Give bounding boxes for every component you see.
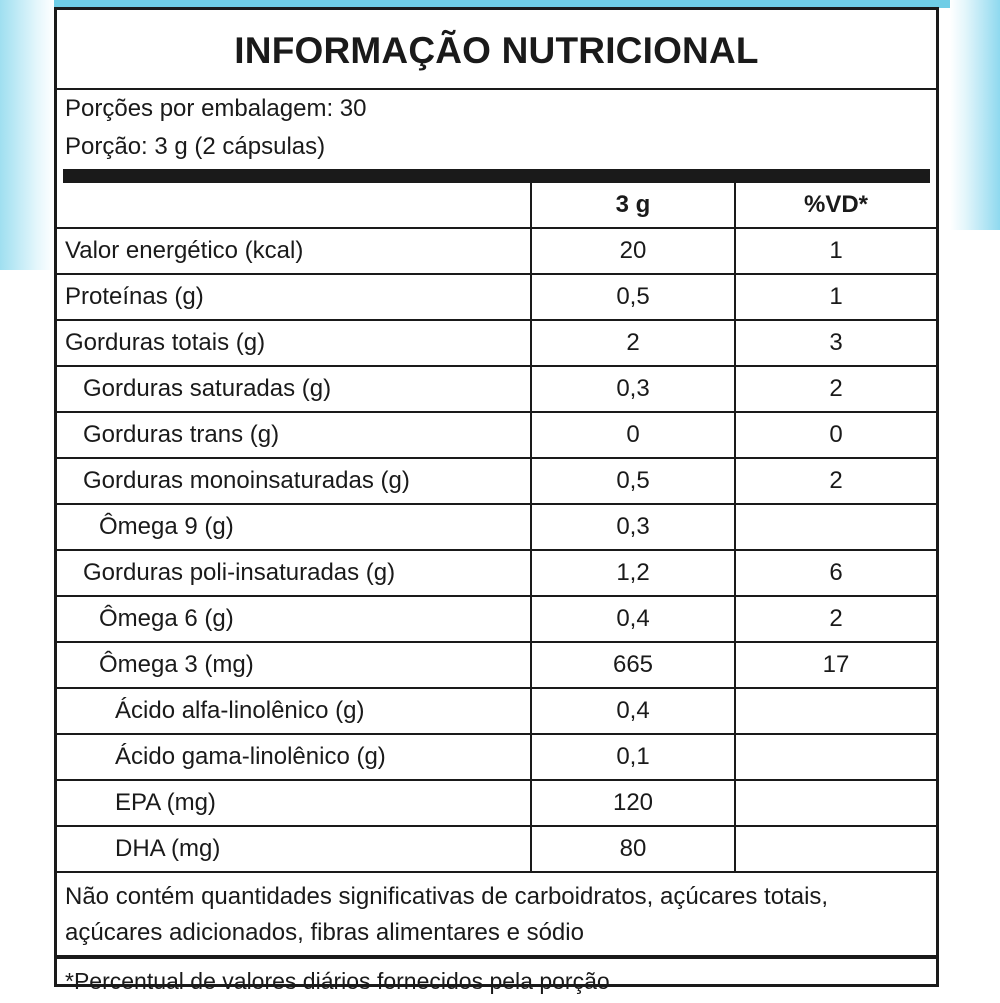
- nutrient-amount: 0,5: [531, 274, 735, 320]
- table-row: [57, 688, 936, 734]
- nutrient-amount: 665: [531, 642, 735, 688]
- nutrient-amount: 2: [531, 320, 735, 366]
- table-row: [57, 228, 936, 274]
- table-row: [57, 596, 936, 642]
- nutrient-vd: 1: [735, 274, 936, 320]
- nutrient-vd: 17: [735, 642, 936, 688]
- nutrient-amount: 1,2: [531, 550, 735, 596]
- serving-info: [57, 90, 936, 166]
- background-accent-left: [0, 0, 54, 270]
- table-row: [57, 504, 936, 550]
- nutrient-amount: 0,4: [531, 596, 735, 642]
- not-significant-note: Não contém quantidades significativas de carboidratos, açúcares totais, açúcares adicionados, fibras alimentares e sódio: [57, 873, 936, 959]
- nutrient-name: Ácido gama-linolênico (g): [57, 734, 531, 780]
- thick-divider: [63, 169, 930, 183]
- table-header-row: [57, 183, 936, 228]
- nutrient-name: DHA (mg): [57, 826, 531, 872]
- background-accent-right: [950, 0, 1000, 230]
- nutrient-name: Ômega 6 (g): [57, 596, 531, 642]
- nutrient-amount: 0: [531, 412, 735, 458]
- table-row: [57, 780, 936, 826]
- nutrient-amount: 80: [531, 826, 735, 872]
- header-vd: %VD*: [735, 183, 936, 228]
- table-row: [57, 320, 936, 366]
- nutrient-name: Ômega 9 (g): [57, 504, 531, 550]
- nutrient-name: Proteínas (g): [57, 274, 531, 320]
- nutrient-amount: 0,1: [531, 734, 735, 780]
- nutrient-amount: 0,3: [531, 504, 735, 550]
- nutrient-name: Ácido alfa-linolênico (g): [57, 688, 531, 734]
- nutrient-name: Gorduras trans (g): [57, 412, 531, 458]
- table-row: [57, 550, 936, 596]
- nutrient-amount: 0,4: [531, 688, 735, 734]
- nutrient-name: EPA (mg): [57, 780, 531, 826]
- nutrient-name: Ômega 3 (mg): [57, 642, 531, 688]
- header-nutrient: [57, 183, 531, 228]
- nutrient-vd: [735, 826, 936, 872]
- nutrient-vd: 0: [735, 412, 936, 458]
- table-row: [57, 412, 936, 458]
- nutrient-vd: 2: [735, 596, 936, 642]
- nutrient-name: Gorduras saturadas (g): [57, 366, 531, 412]
- nutrient-amount: 0,5: [531, 458, 735, 504]
- label-title: INFORMAÇÃO NUTRICIONAL: [57, 10, 936, 90]
- nutrient-vd: [735, 780, 936, 826]
- nutrient-amount: 20: [531, 228, 735, 274]
- nutrient-vd: [735, 688, 936, 734]
- nutrient-name: Gorduras poli-insaturadas (g): [57, 550, 531, 596]
- nutrient-vd: 1: [735, 228, 936, 274]
- nutrition-label: [54, 7, 939, 994]
- nutrient-vd: 2: [735, 458, 936, 504]
- header-amount: 3 g: [531, 183, 735, 228]
- table-row: [57, 826, 936, 872]
- nutrient-name: Gorduras totais (g): [57, 320, 531, 366]
- nutrient-amount: 0,3: [531, 366, 735, 412]
- table-row: [57, 734, 936, 780]
- nutrient-amount: 120: [531, 780, 735, 826]
- table-row: [57, 366, 936, 412]
- nutrient-vd: [735, 504, 936, 550]
- nutrition-table: [57, 183, 936, 873]
- table-row: [57, 458, 936, 504]
- nutrient-name: Valor energético (kcal): [57, 228, 531, 274]
- vd-footnote: *Percentual de valores diários fornecidos pela porção: [65, 968, 610, 994]
- nutrient-vd: 2: [735, 366, 936, 412]
- table-row: [57, 274, 936, 320]
- table-row: [57, 642, 936, 688]
- nutrient-vd: [735, 734, 936, 780]
- servings-per-package: Porções por embalagem: 30: [65, 95, 367, 122]
- nutrient-name: Gorduras monoinsaturadas (g): [57, 458, 531, 504]
- nutrient-vd: 3: [735, 320, 936, 366]
- nutrient-vd: 6: [735, 550, 936, 596]
- portion-size: Porção: 3 g (2 cápsulas): [65, 133, 326, 160]
